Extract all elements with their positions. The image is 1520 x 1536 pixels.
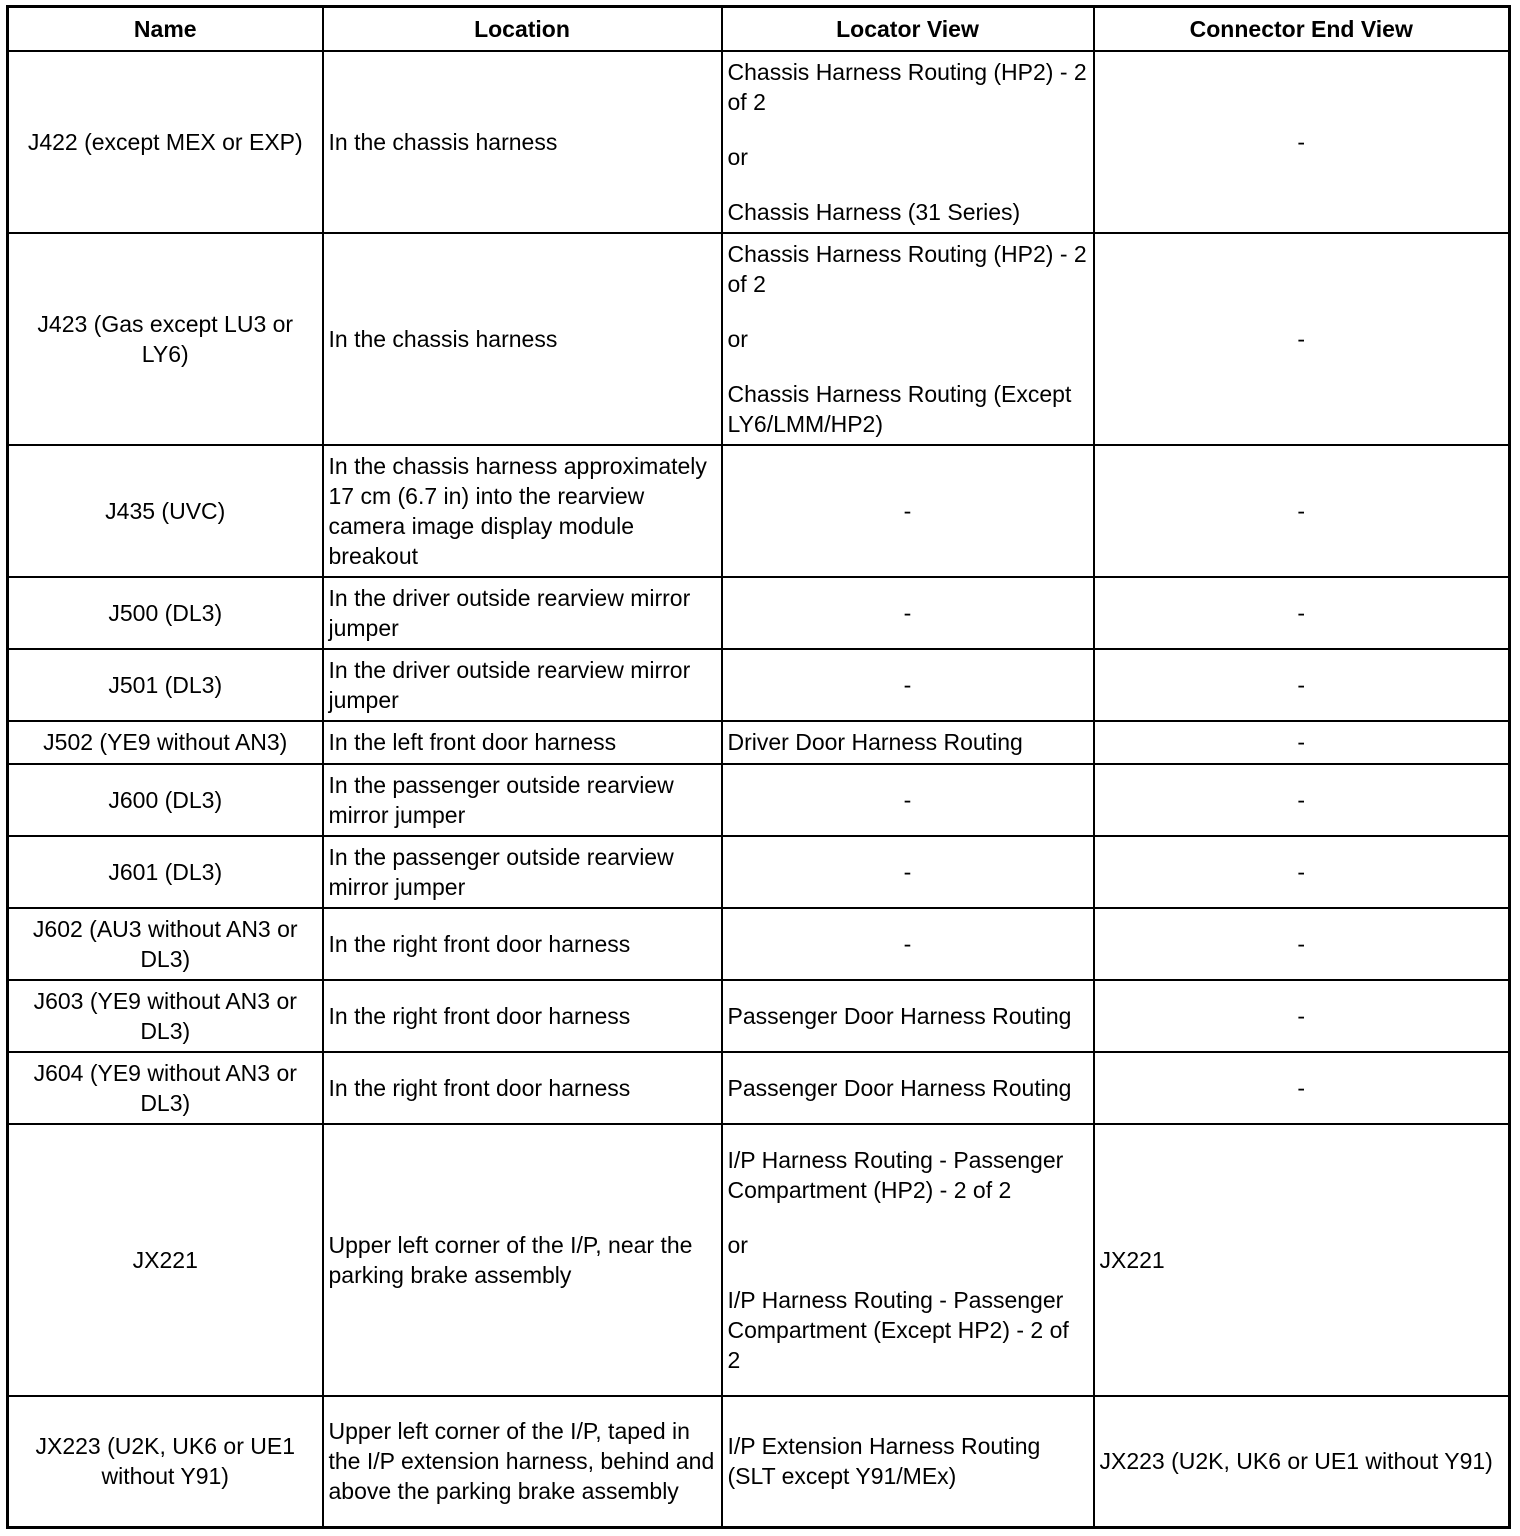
name-cell: J500 (DL3)	[8, 577, 323, 649]
locator-view-text: or	[727, 325, 748, 352]
table-row	[8, 1396, 1510, 1528]
locator-view-text: I/P Harness Routing - Passenger Compartment (Except HP2) - 2 of 2	[727, 1286, 1069, 1373]
locator-view-cell: Driver Door Harness Routing	[722, 721, 1094, 764]
end-view-cell: -	[1094, 764, 1510, 836]
table-row	[8, 1052, 1510, 1124]
locator-view-text: Chassis Harness Routing (HP2) - 2 of 2	[727, 240, 1087, 297]
name-cell: J603 (YE9 without AN3 or DL3)	[8, 980, 323, 1052]
location-cell: In the left front door harness	[323, 721, 722, 764]
locator-view-text: Chassis Harness (31 Series)	[727, 198, 1021, 225]
location-cell: Upper left corner of the I/P, taped in the I/P extension harness, behind and above the parking brake assembly	[323, 1396, 722, 1528]
table-row	[8, 1124, 1510, 1396]
locator-view-cell: Passenger Door Harness Routing	[722, 980, 1094, 1052]
locator-view-cell: -	[722, 445, 1094, 577]
end-view-cell: -	[1094, 980, 1510, 1052]
locator-view-cell: -	[722, 836, 1094, 908]
location-cell: In the driver outside rearview mirror jumper	[323, 649, 722, 721]
name-cell: JX223 (U2K, UK6 or UE1 without Y91)	[8, 1396, 323, 1528]
table-row	[8, 649, 1510, 721]
header-connector-end-view: Connector End View	[1094, 7, 1510, 51]
location-cell: In the chassis harness	[323, 51, 722, 233]
locator-view-cell: -	[722, 764, 1094, 836]
end-view-cell: -	[1094, 445, 1510, 577]
location-cell: In the right front door harness	[323, 980, 722, 1052]
location-cell: Upper left corner of the I/P, near the parking brake assembly	[323, 1124, 722, 1396]
table-row	[8, 980, 1510, 1052]
locator-view-text: Chassis Harness Routing (Except LY6/LMM/HP2)	[727, 380, 1072, 437]
header-row	[8, 7, 1510, 51]
end-view-cell: -	[1094, 233, 1510, 445]
location-cell: In the passenger outside rearview mirror jumper	[323, 836, 722, 908]
end-view-cell: -	[1094, 577, 1510, 649]
table-row	[8, 764, 1510, 836]
end-view-cell: -	[1094, 649, 1510, 721]
name-cell: J435 (UVC)	[8, 445, 323, 577]
end-view-cell: -	[1094, 721, 1510, 764]
header-location: Location	[323, 7, 722, 51]
locator-view-cell	[722, 51, 1094, 233]
locator-view-text: Chassis Harness Routing (HP2) - 2 of 2	[727, 58, 1087, 115]
locator-view-cell	[722, 1124, 1094, 1396]
end-view-cell: -	[1094, 51, 1510, 233]
locator-view-text: or	[727, 1231, 748, 1258]
locator-view-cell: Passenger Door Harness Routing	[722, 1052, 1094, 1124]
name-cell: J600 (DL3)	[8, 764, 323, 836]
end-view-cell: -	[1094, 836, 1510, 908]
name-cell: J423 (Gas except LU3 or LY6)	[8, 233, 323, 445]
connector-table	[6, 5, 1511, 1529]
end-view-cell: -	[1094, 908, 1510, 980]
locator-view-text: I/P Harness Routing - Passenger Compartment (HP2) - 2 of 2	[727, 1146, 1064, 1203]
locator-view-cell: -	[722, 908, 1094, 980]
table-row	[8, 577, 1510, 649]
table-row	[8, 721, 1510, 764]
end-view-cell: JX221	[1094, 1124, 1510, 1396]
name-cell: J601 (DL3)	[8, 836, 323, 908]
name-cell: J602 (AU3 without AN3 or DL3)	[8, 908, 323, 980]
locator-view-cell: -	[722, 577, 1094, 649]
location-cell: In the right front door harness	[323, 908, 722, 980]
name-cell: J502 (YE9 without AN3)	[8, 721, 323, 764]
locator-view-cell	[722, 233, 1094, 445]
locator-view-cell: -	[722, 649, 1094, 721]
name-cell: JX221	[8, 1124, 323, 1396]
location-cell: In the chassis harness approximately 17 cm (6.7 in) into the rearview camera image display module breakout	[323, 445, 722, 577]
table-row	[8, 908, 1510, 980]
name-cell: J422 (except MEX or EXP)	[8, 51, 323, 233]
header-locator-view: Locator View	[722, 7, 1094, 51]
table-row	[8, 445, 1510, 577]
end-view-cell: JX223 (U2K, UK6 or UE1 without Y91)	[1094, 1396, 1510, 1528]
location-cell: In the passenger outside rearview mirror jumper	[323, 764, 722, 836]
location-cell: In the chassis harness	[323, 233, 722, 445]
location-cell: In the right front door harness	[323, 1052, 722, 1124]
locator-view-cell: I/P Extension Harness Routing (SLT except Y91/MEx)	[722, 1396, 1094, 1528]
location-cell: In the driver outside rearview mirror jumper	[323, 577, 722, 649]
locator-view-text: or	[727, 143, 748, 170]
table-row	[8, 836, 1510, 908]
end-view-cell: -	[1094, 1052, 1510, 1124]
header-name: Name	[8, 7, 323, 51]
name-cell: J604 (YE9 without AN3 or DL3)	[8, 1052, 323, 1124]
name-cell: J501 (DL3)	[8, 649, 323, 721]
table-row	[8, 233, 1510, 445]
table-row	[8, 51, 1510, 233]
